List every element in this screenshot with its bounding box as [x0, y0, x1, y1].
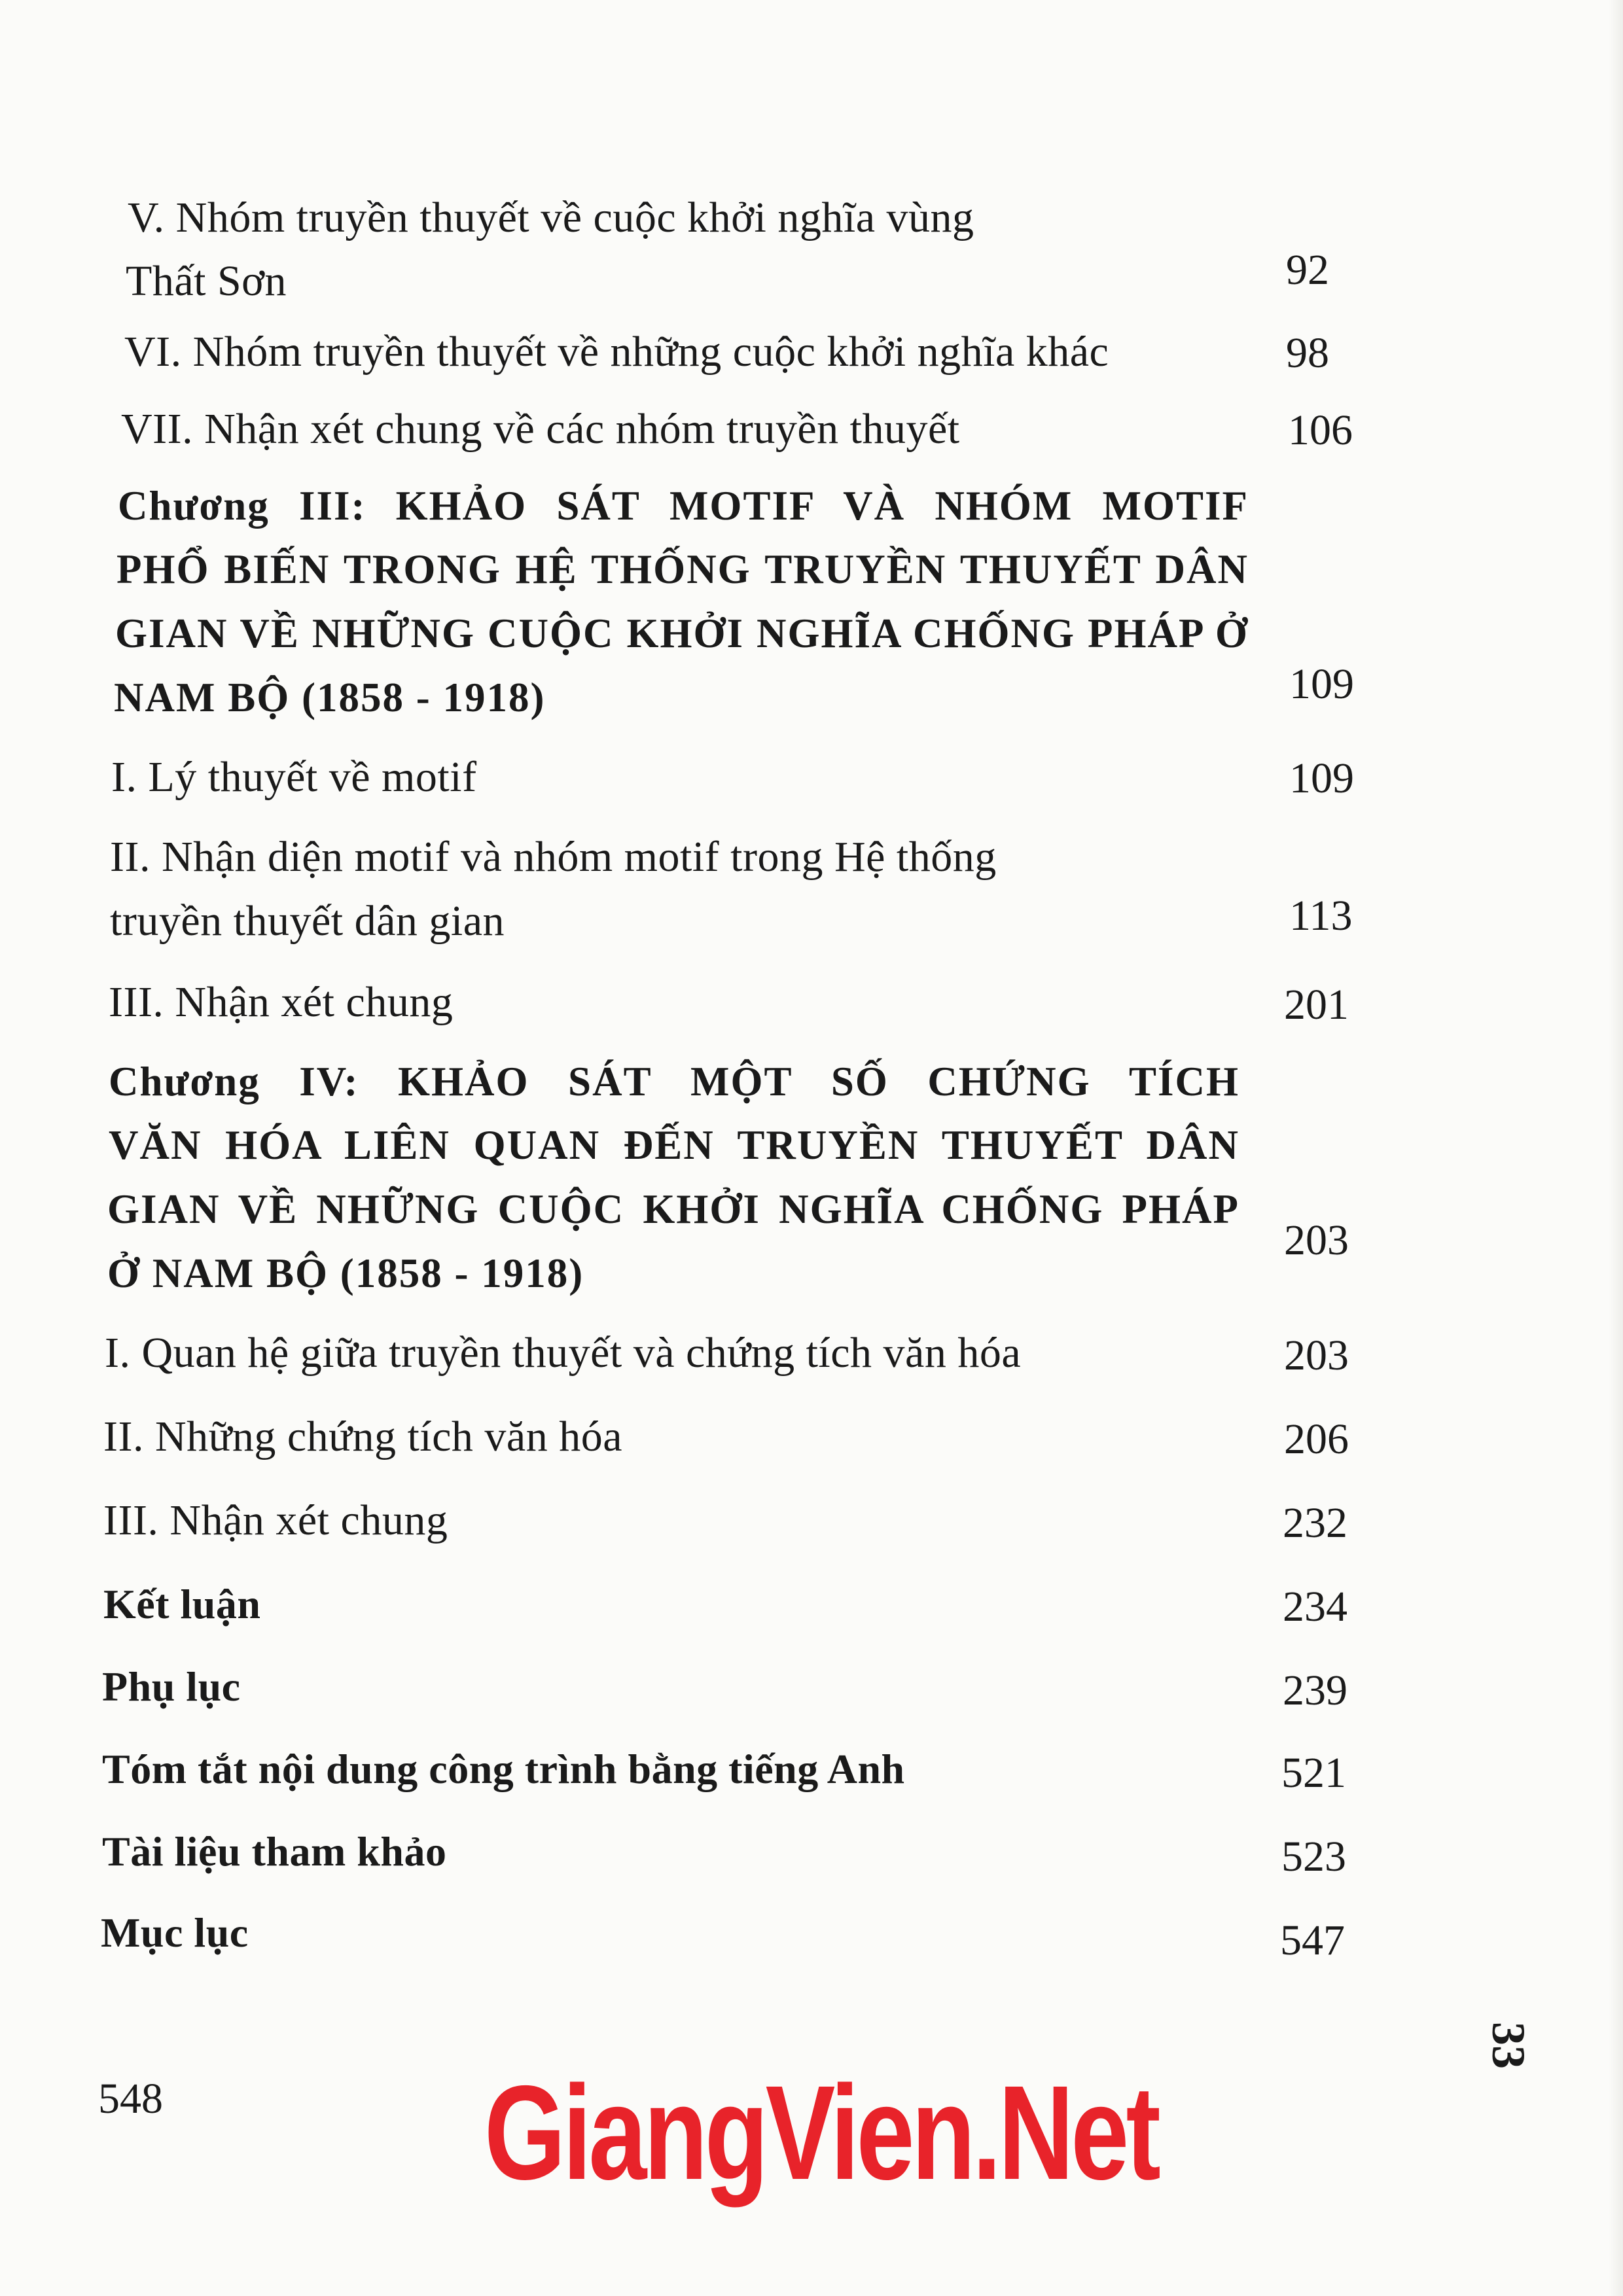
toc-entry-3: III. Nhận xét chung — [109, 978, 454, 1026]
toc-entry-2-line-1: II. Nhận diện motif và nhóm motif trong Hệ thống — [110, 833, 997, 881]
toc-page-number: 239 — [1283, 1667, 1347, 1714]
toc-entry-3: III. Nhận xét chung — [103, 1496, 448, 1544]
toc-page-number: 113 — [1289, 892, 1353, 940]
page-number: 548 — [98, 2075, 163, 2123]
toc-page-number: 203 — [1284, 1216, 1349, 1264]
toc-page-number: 92 — [1286, 246, 1329, 294]
toc-entry-2: II. Những chứng tích văn hóa — [103, 1413, 623, 1460]
toc-entry-1: I. Quan hệ giữa truyền thuyết và chứng tích văn hóa — [105, 1329, 1022, 1377]
scan-side-number: 33 — [1482, 2022, 1535, 2069]
toc-contents: Mục lục — [101, 1909, 249, 1956]
chapter-3-heading-line-4: NAM BỘ (1858 - 1918) — [114, 675, 546, 720]
toc-page-number: 106 — [1288, 406, 1353, 454]
toc-entry-5-line-1: V. Nhóm truyền thuyết về cuộc khởi nghĩa vùng — [128, 194, 974, 241]
toc-entry-1: I. Lý thuyết về motif — [111, 753, 477, 801]
toc-entry-2-line-2: truyền thuyết dân gian — [110, 897, 505, 945]
chapter-4-heading-line-2: VĂN HÓA LIÊN QUAN ĐẾN TRUYỀN THUYẾT DÂN — [109, 1122, 1240, 1168]
toc-references: Tài liệu tham khảo — [102, 1828, 447, 1875]
chapter-4-heading-line-3: GIAN VỀ NHỮNG CUỘC KHỞI NGHĨA CHỐNG PHÁP — [107, 1186, 1240, 1232]
toc-english-summary: Tóm tắt nội dung công trình bằng tiếng Anh — [102, 1746, 905, 1792]
toc-page-number: 232 — [1283, 1499, 1347, 1547]
toc-entry-5-line-2: Thất Sơn — [126, 257, 287, 305]
watermark-logo: GiangVien.Net — [484, 2058, 1158, 2208]
toc-page-number: 547 — [1280, 1916, 1345, 1964]
toc-entry-6: VI. Nhóm truyền thuyết về những cuộc khởi nghĩa khác — [124, 328, 1109, 376]
toc-conclusion: Kết luận — [103, 1581, 261, 1627]
chapter-3-heading-line-3: GIAN VỀ NHỮNG CUỘC KHỞI NGHĨA CHỐNG PHÁP Ở — [115, 610, 1249, 656]
chapter-4-heading-line-1: Chương IV: KHẢO SÁT MỘT SỐ CHỨNG TÍCH — [109, 1059, 1240, 1104]
chapter-3-heading-line-1: Chương III: KHẢO SÁT MOTIF VÀ NHÓM MOTIF — [118, 483, 1249, 529]
toc-page-number: 206 — [1284, 1415, 1349, 1463]
toc-appendix: Phụ lục — [102, 1663, 241, 1710]
toc-page-number: 109 — [1289, 754, 1354, 802]
toc-page-number: 521 — [1281, 1749, 1346, 1797]
toc-page-number: 201 — [1284, 981, 1349, 1029]
toc-page-number: 523 — [1281, 1833, 1346, 1881]
toc-page-number: 98 — [1286, 329, 1329, 377]
toc-entry-7: VII. Nhận xét chung về các nhóm truyền thuyết — [121, 405, 960, 453]
toc-page-number: 109 — [1289, 660, 1354, 708]
toc-page-number: 203 — [1284, 1332, 1349, 1379]
chapter-4-heading-line-4: Ở NAM BỘ (1858 - 1918) — [107, 1250, 584, 1296]
toc-page-number: 234 — [1283, 1583, 1347, 1631]
chapter-3-heading-line-2: PHỔ BIẾN TRONG HỆ THỐNG TRUYỀN THUYẾT DÂN — [116, 546, 1249, 592]
